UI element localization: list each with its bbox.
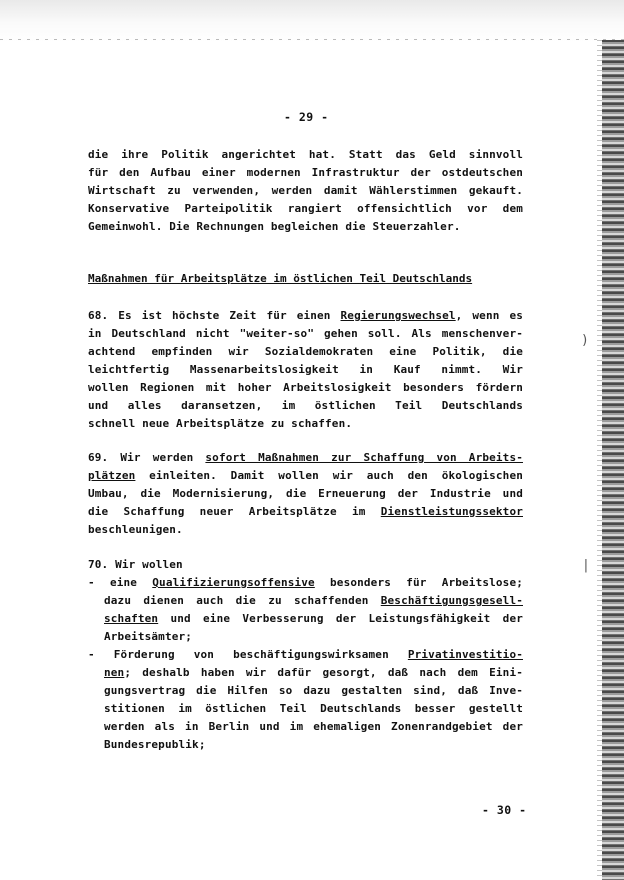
text-line: wollen Regionen mit hoher Arbeitslosigkeit besonders fördern xyxy=(88,381,523,394)
text-line: Arbeitsämter; xyxy=(104,630,193,643)
page-number-bottom: - 30 - xyxy=(482,803,527,817)
text-span: besonders für Arbeitslose; xyxy=(314,576,523,589)
text-line: beschleunigen. xyxy=(88,523,183,536)
text-line: Konservative Parteipolitik rangiert offensichtlich vor dem xyxy=(88,202,523,215)
scan-right-edge xyxy=(602,40,624,880)
text-line xyxy=(88,574,523,592)
text-line: Gemeinwohl. Die Rechnungen begleichen die Steuerzahler. xyxy=(88,220,461,233)
underlined-term: plätzen xyxy=(88,469,136,482)
underlined-term: nen xyxy=(104,666,125,679)
text-span: dazu dienen auch die zu schaffenden xyxy=(104,594,381,607)
text-span: einleiten. Damit wollen wir auch den ökologischen xyxy=(135,469,523,482)
text-line xyxy=(88,664,523,682)
text-line: schnell neue Arbeitsplätze zu schaffen. xyxy=(88,417,353,430)
text-line: werden als in Berlin und im ehemaligen Zonenrandgebiet der xyxy=(104,720,523,733)
underlined-term: Qualifizierungsoffensive xyxy=(152,576,315,589)
text-line: Bundesrepublik; xyxy=(104,738,206,751)
text-line: achtend empfinden wir Sozialdemokraten eine Politik, die xyxy=(88,345,523,358)
paragraph-70 xyxy=(88,556,523,754)
text-line: Umbau, die Modernisierung, die Erneuerung der Industrie und xyxy=(88,487,523,500)
text-span: ; deshalb haben wir dafür gesorgt, daß nach dem Eini- xyxy=(124,666,523,679)
text-line: und alles daransetzen, im östlichen Teil Deutschlands xyxy=(88,399,523,412)
text-line: gungsvertrag die Hilfen so dazu gestalten sind, daß Inve- xyxy=(104,684,523,697)
text-span: 69. Wir werden xyxy=(88,451,206,464)
margin-mark: ) xyxy=(581,333,589,348)
underlined-term: schaften xyxy=(104,612,159,625)
underlined-term: Regierungswechsel xyxy=(340,309,456,322)
text-line: 70. Wir wollen xyxy=(88,558,183,571)
section-heading-block xyxy=(88,272,523,285)
text-line: stitionen im östlichen Teil Deutschlands besser gestellt xyxy=(104,702,523,715)
text-line: in Deutschland nicht "weiter-so" gehen soll. Als menschenver- xyxy=(88,327,523,340)
text-line: Wirtschaft zu verwenden, werden damit Wählerstimmen gekauft. xyxy=(88,184,523,197)
underlined-term: Dienstleistungssektor xyxy=(380,505,523,518)
text-span: - eine xyxy=(88,576,153,589)
text-span: und eine Verbesserung der Leistungsfähigkeit der xyxy=(158,612,523,625)
text-line xyxy=(88,449,523,467)
text-line: für den Aufbau einer modernen Infrastruktur der ostdeutschen xyxy=(88,166,523,179)
text-span: die Schaffung neuer Arbeitsplätze im xyxy=(88,505,381,518)
text-span: , wenn es xyxy=(455,309,523,322)
paragraph-69 xyxy=(88,449,523,539)
intro-paragraph xyxy=(88,146,523,236)
text-line xyxy=(88,467,523,485)
text-line xyxy=(88,592,523,610)
paragraph-68 xyxy=(88,307,523,433)
text-line xyxy=(88,610,523,628)
underlined-term: Privatinvestitio- xyxy=(407,648,523,661)
section-heading: Maßnahmen für Arbeitsplätze im östlichen Teil Deutschlands xyxy=(88,272,473,285)
text-span: - Förderung von beschäftigungswirksamen xyxy=(88,648,408,661)
text-line: leichtfertig Massenarbeitslosigkeit in Kauf nimmt. Wir xyxy=(88,363,523,376)
text-line xyxy=(88,646,523,664)
text-line xyxy=(88,307,523,325)
underlined-term: Beschäftigungsgesell- xyxy=(380,594,523,607)
scan-top-edge xyxy=(0,0,624,42)
text-line xyxy=(88,503,523,521)
margin-mark: | xyxy=(582,558,590,573)
text-span: 68. Es ist höchste Zeit für einen xyxy=(88,309,341,322)
text-line: die ihre Politik angerichtet hat. Statt das Geld sinnvoll xyxy=(88,148,523,161)
page-number-top: - 29 - xyxy=(284,110,329,124)
underlined-term: sofort Maßnahmen zur Schaffung von Arbeits- xyxy=(205,451,523,464)
